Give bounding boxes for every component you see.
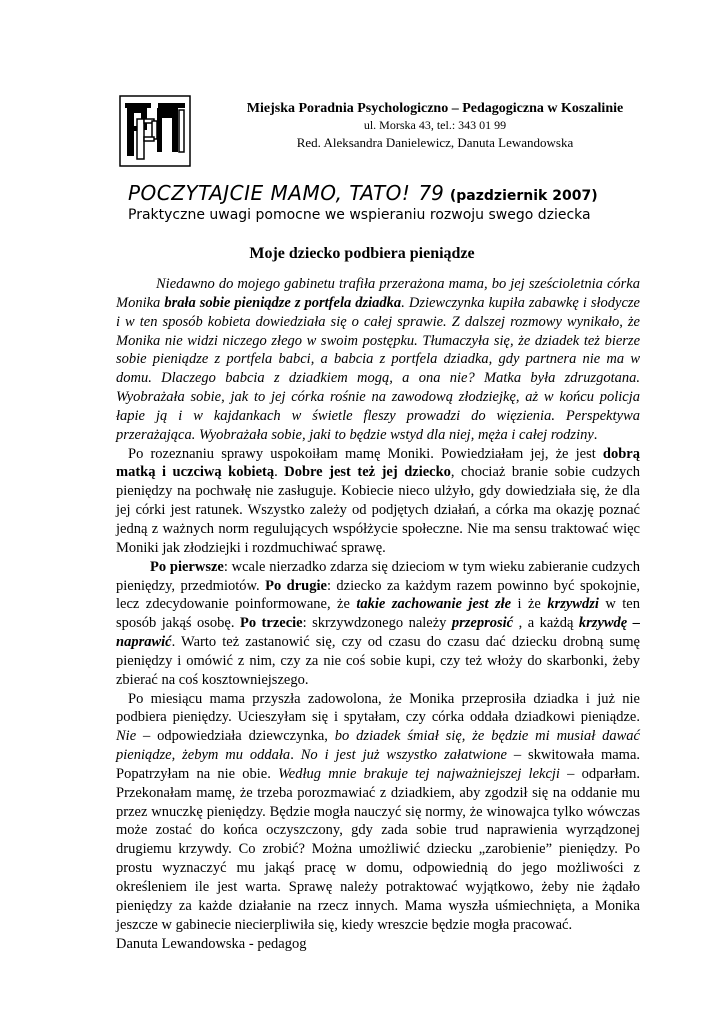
issue-number: 79: [418, 181, 444, 205]
institution-name: Miejska Poradnia Psychologiczno – Pedagogiczna w Koszalinie: [246, 101, 624, 116]
institution-logo: [119, 95, 191, 167]
issue-date: (pazdziernik 2007): [449, 188, 598, 204]
series-heading: [128, 181, 598, 205]
series-name: POCZYTAJCIE MAMO, TATO!: [128, 181, 411, 205]
institution-header: [200, 100, 670, 151]
institution-address: ul. Morska 43, tel.: 343 01 99: [363, 118, 507, 132]
article-title: Moje dziecko podbiera pieniądze: [249, 245, 475, 262]
paragraph-2: Po rozeznaniu sprawy uspokoiłam mamę Moniki. Powiedziałam jej, że jest dobrą matką i uczciwą kobietą. Dobre jest też jej dziecko, chociaż branie sobie cudzych pieniędzy na pochwałę nie zasługuje. Kobiecie nieco ulżyło, gdy dowiedziała się, że dla jej córki jest ratunek. Wszystko zależy od podjętych działań, a córka ma okazję poznać jedną z ważnych norm regulujących współżycie społeczne. Nie ma sensu traktować więc Moniki jak złodziejki i rozdmuchiwać sprawę.: [116, 445, 640, 556]
paragraph-1: Niedawno do mojego gabinetu trafiła przerażona mama, bo jej sześcioletnia córka Monika brała sobie pieniądze z portfela dziadka. Dziewczynka kupiła zabawkę i słodycze i w ten sposób kobieta dowiedziała się o całej sprawie. Z dalszej rozmowy wynikało, że Monika nie widzi niczego złego w swoim postępku. Tłumaczyła się, że dziadek też bierze sobie pieniądze z portfela babci, a babcia z portfela dziadka, gdy partnera nie ma w domu. Dlaczego babcia z dziadkiem mogą, a ona nie? Matka była zdruzgotana. Wyobrażała sobie, jak to jej córka rośnie na zawodową złodziejkę, aż w końcu policja łapie ją i w kajdankach w świetle fleszy prowadzi do więzienia. Perspektywa przerażająca. Wyobrażała sobie, jaki to będzie wstyd dla niej, męża i całej rodziny.: [116, 276, 640, 443]
paragraph-4: Po miesiącu mama przyszła zadowolona, że Monika przeprosiła dziadka i już nie podbiera pieniędzy. Ucieszyłam się i spytałam, czy córka oddała dziadkowi pieniądze. Nie – odpowiedziała dziewczynka, bo dziadek śmiał się, że będzie mi musiał dawać pieniądze, żebym mu oddała. No i jest już wszystko załatwione – skwitowała mama. Popatrzyłam na nie obie. Według mnie brakuje tej najważniejszej lekcji – odparłam. Przekonałam mamę, że trzeba porozmawiać z dziadkiem, aby zgodził się na oddanie mu przez wnuczkę pieniędzy. Będzie mogła nauczyć się normy, że winowajca tylko wówczas może zostać do końca oczyszczony, gdy zada sobie trud naprawienia wyrządzonej drugiemu krzywdy. Co zrobić? Można umożliwić dziecku „zarobienie” pieniędzy. Po prostu wyznaczyć mu jakąś pracę w domu, odpowiednią do jego możliwości z określeniem ile jest warta. Sprawę należy potraktować wyjątkowo, żeby nie żądało pieniędzy za każde działanie na rzecz innych. Mama wyszła uśmiechnięta, a Monika jeszcze w gabinecie niecierpliwiła się, kiedy wreszcie będzie mogła pracować.: [116, 690, 640, 933]
author-signature: Danuta Lewandowska - pedagog: [116, 935, 307, 952]
article-body: [116, 275, 640, 953]
paragraph-3: Po pierwsze: wcale nierzadko zdarza się dzieciom w tym wieku zabieranie cudzych pieniędzy, przedmiotów. Po drugie: dziecko za każdym razem powinno być spokojnie, lecz zdecydowanie poinformowane, że takie zachowanie jest złe i że krzywdzi w ten sposób jakąś osobę. Po trzecie: skrzywdzonego należy przeprosić , a każdą krzywdę –naprawić. Warto też zastanowić się, czy od czasu do czasu dać dziecku drobną sumę pieniędzy i omówić z nim, czy za nie coś sobie kupi, czy też włoży do skarbonki, żeby zbierać na coś kosztowniejszego.: [116, 558, 641, 688]
series-subtitle: Praktyczne uwagi pomocne we wspieraniu rozwoju swego dziecka: [128, 207, 591, 223]
editors-line: Red. Aleksandra Danielewicz, Danuta Lewandowska: [296, 135, 574, 150]
